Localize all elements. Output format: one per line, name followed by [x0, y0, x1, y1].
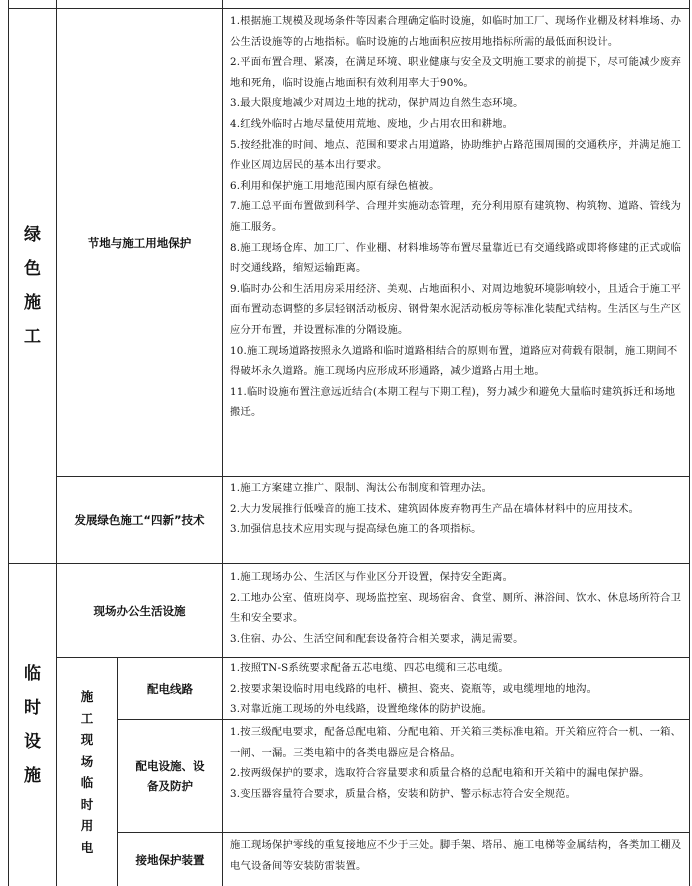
group-char: 工 — [80, 710, 94, 726]
subgroup-distribution: 配电设施、设备及防护 — [135, 759, 205, 793]
subgroup-wiring-items — [223, 658, 689, 719]
list-item: 1.根据施工规模及现场条件等因素合理确定临时设施，如临时加工厂、现场作业棚及材料堆场、办公生活设施等的占地指标。临时设施的占地面积应按用地指标所需的最低面积设计。 — [230, 15, 682, 48]
list-item: 3.加强信息技术应用实现与提高绿色施工的各项指标。 — [230, 523, 482, 536]
list-item: 10.施工现场道路按照永久道路和临时道路相结合的原则布置，道路应对荷载有限制，施工期间不得破坏永久道路。施工现场内应形成环形通路，减少道路占用土地。 — [230, 344, 678, 378]
list-item: 9.临时办公和生活用房采用经济、美观、占地面积小、对周边地貌环境影响较小，且适合于施工平面布置动态调整的多层轻钢活动板房、钢骨架水泥活动板房等标准化装配式结构。生活区与生产区应分开布置，并设置标准的分隔设施。 — [230, 282, 682, 336]
category-char: 临 — [24, 664, 41, 684]
list-item: 2.大力发展推行低噪音的施工技术、建筑固体废弃物再生产品在墙体材料中的应用技术。 — [230, 502, 640, 515]
list-item: 2.工地办公室、值班岗亭、现场监控室、现场宿舍、食堂、厕所、淋浴间、饮水、休息场所符合卫生和安全要求。 — [230, 591, 682, 625]
subgroup-grounding-items — [223, 833, 689, 886]
list-item: 3.变压器容量符合要求，质量合格，安装和防护、警示标志符合安全规范。 — [230, 787, 577, 800]
list-item: 4.红线外临时占地尽量使用荒地、废地，少占用农田和耕地。 — [230, 117, 514, 130]
group-four-new-tech-items — [223, 477, 689, 563]
group-char: 临 — [80, 775, 94, 790]
list-item: 3.住宿、办公、生活空间和配套设备符合相关要求，满足需要。 — [230, 632, 524, 645]
category-char: 时 — [24, 698, 41, 718]
group-temporary-electricity — [57, 658, 117, 886]
list-item: 11.临时设施布置注意远近结合(本期工程与下期工程)，努力减少和避免大量临时建筑拆迁和场地搬迁。 — [230, 385, 676, 419]
list-item: 1.施工现场办公、生活区与作业区分开设置，保持安全距离。 — [230, 571, 514, 583]
group-char: 用 — [80, 818, 94, 833]
subgroup-grounding: 接地保护装置 — [135, 852, 205, 867]
group-char: 场 — [80, 753, 94, 769]
list-item: 1.按三级配电要求，配备总配电箱、分配电箱、开关箱三类标准电箱。开关箱应符合一机、一箱、一闸、一漏。三类电箱中的各类电器应是合格品。 — [230, 726, 682, 759]
subgroup-distribution-items — [223, 720, 689, 832]
category-temporary-facilities — [9, 564, 56, 886]
category-green-construction — [9, 9, 56, 563]
category-char: 绿 — [24, 225, 41, 245]
list-item: 8.施工现场仓库、加工厂、作业棚、材料堆场等布置尽量靠近已有交通线路或即将修建的正式或临时交通线路，缩短运输距离。 — [230, 241, 682, 275]
group-char: 电 — [80, 839, 94, 855]
list-item: 2.按要求架设临时用电线路的电杆、横担、瓷夹、瓷瓶等，或电缆埋地的地沟。 — [230, 682, 598, 695]
group-char: 施 — [80, 689, 94, 704]
group-char: 时 — [80, 796, 94, 812]
category-char: 工 — [24, 327, 41, 347]
category-char: 设 — [24, 732, 41, 752]
group-char: 现 — [80, 732, 94, 747]
list-item: 6.利用和保护施工用地范围内原有绿色植被。 — [230, 179, 440, 192]
list-item: 2.按两级保护的要求，选取符合容量要求和质量合格的总配电箱和开关箱中的漏电保护器。 — [230, 767, 650, 780]
list-item: 2.平面布置合理、紧凑，在满足环境、职业健康与安全及文明施工要求的前提下，尽可能减少废弃地和死角，临时设施占地面积有效利用率大于90%。 — [230, 56, 682, 89]
group-land-saving: 节地与施工用地保护 — [87, 235, 192, 250]
list-item: 7.施工总平面布置做到科学、合理并实施动态管理，充分利用原有建筑物、构筑物、道路、管线为施工服务。 — [230, 200, 682, 233]
group-four-new-tech: 发展绿色施工“四新”技术 — [74, 513, 205, 527]
list-item: 3.最大限度地减少对周边土地的扰动，保护周边自然生态环境。 — [230, 97, 524, 110]
list-item: 5.按经批准的时间、地点、范围和要求占用道路，协助维护占路范围周围的交通秩序，并满足施工作业区周边居民的基本出行要求。 — [230, 138, 682, 172]
category-char: 色 — [24, 259, 41, 279]
group-land-saving-items — [223, 9, 689, 476]
list-item: 1.按照TN-S系统要求配备五芯电缆、四芯电缆和三芯电缆。 — [230, 662, 509, 674]
category-char: 施 — [24, 766, 41, 786]
list-item: 1.施工方案建立推广、限制、淘汰公布制度和管理办法。 — [230, 482, 493, 494]
subgroup-wiring: 配电线路 — [147, 681, 193, 696]
group-office-living-items — [223, 564, 689, 657]
group-office-living: 现场办公生活设施 — [93, 603, 186, 618]
table-border-right — [689, 0, 690, 886]
list-item: 3.对靠近施工现场的外电线路，设置绝缘体的防护设施。 — [230, 703, 493, 716]
category-char: 施 — [24, 293, 41, 313]
list-item: 施工现场保护零线的重复接地应不少于三处。脚手架、塔吊、施工电梯等金属结构，各类加工棚及电气设备间等安装防雷装置。 — [230, 839, 682, 872]
